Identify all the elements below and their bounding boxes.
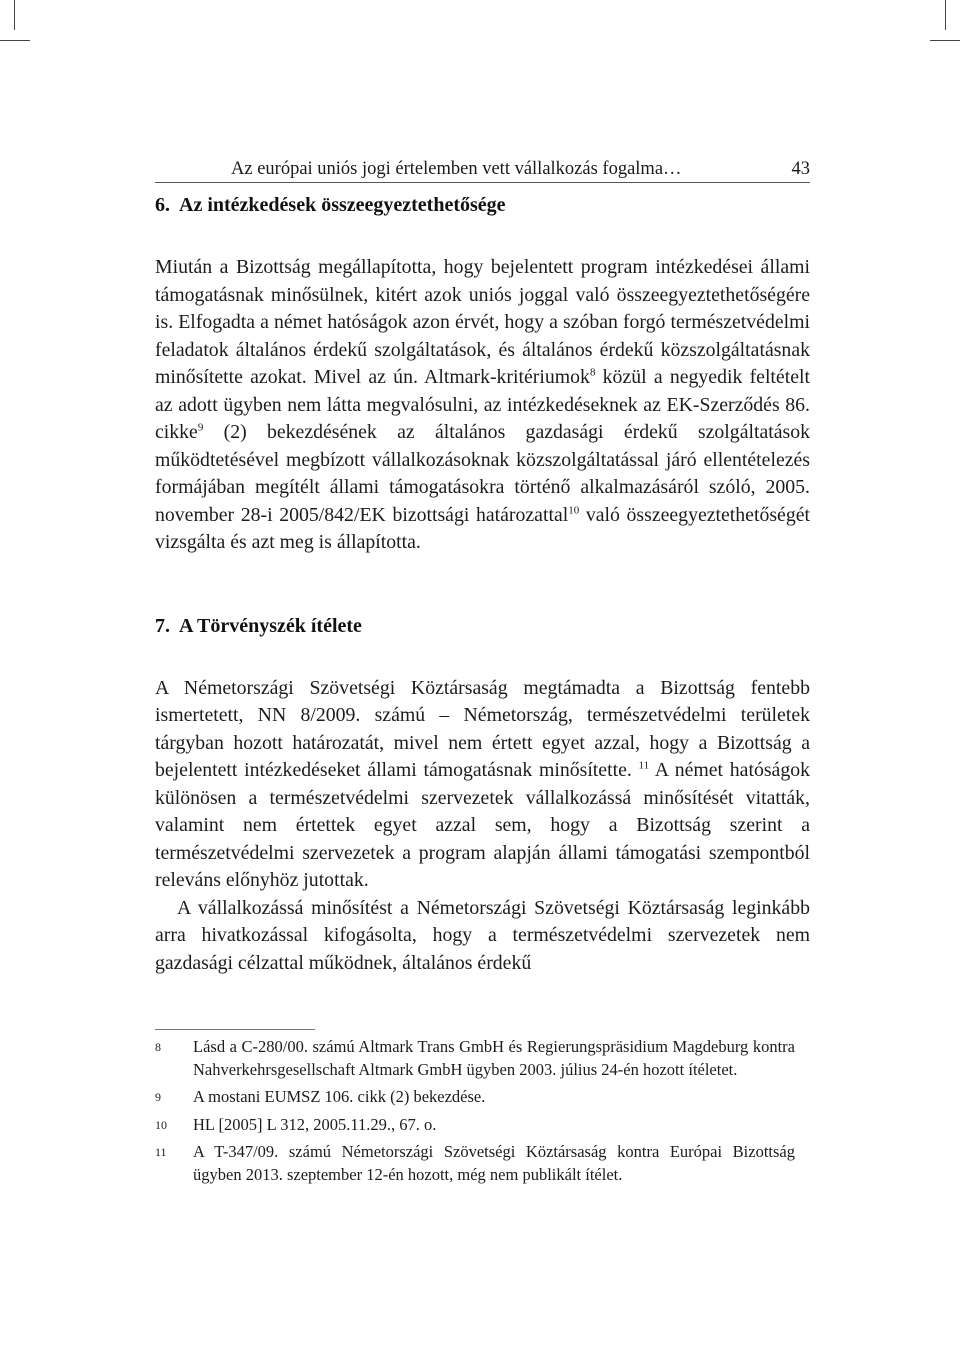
running-title: Az európai uniós jogi értelemben vett vállalkozás fogalma… [231,159,682,179]
body-paragraph: A vállalkozássá minősítést a Németországi Szövetségi Köztársaság leginkább arra hivatkozással kifogásolta, hogy a természetvédelmi szervezetek nem gazdasági célzattal működnek, általános érdekű [155,896,810,974]
section-heading-7 [155,609,810,643]
section-number: 7. [155,614,170,637]
body-paragraph [155,675,810,895]
text-run: Miután a Bizottság megállapította, hogy bejelentett program intézkedései állami támogatásnak minősülnek, kitért azok uniós joggal való összeegyeztethetőségére is. Elfogadta a német hatóságok azon érvét, hogy a szóban forgó természetvédelmi feladatok általános érdekű szolgáltatások, és általános érdekű közszolgáltatásnak minősítette azokat. Mivel az ún. Altmark-kritériumok [155,256,810,388]
page-number: 43 [791,159,810,179]
section-title: Az intézkedések összeegyeztethetősége [179,194,506,216]
body-paragraph [155,254,810,557]
section-title: A Törvényszék ítélete [179,614,362,637]
footnotes [155,1036,795,1191]
text-run: való összeegyeztethetőségét vizsgálta és azt meg is állapította. [155,503,810,553]
text-run: (2) bekezdésének az általános gazdasági érdekű szolgáltatások működtetésével megbízott vállalkozásoknak közszolgáltatással járó ellentételezés formájában megítélt állami támogatásokra történő alkalmazásáról szóló, 2005. november 28-i 2005/842/EK bizottsági határozattal [155,421,810,526]
footnote-divider [155,1029,315,1030]
text-run: A Németországi Szövetségi Köztársaság megtámadta a Bizottság fentebb ismertetett, NN 8/2009. számú – Németország, természetvédelmi területek tárgyban hozott határozatát, mivel nem értett egyet azzal, hogy a Bizottság a bejelentett intézkedéseket állami támogatásnak minősítette. [155,676,810,781]
footnote-ref[interactable]: 8 [589,366,596,379]
crop-mark-top-right [945,0,946,30]
page-body [155,188,810,977]
footnote-text: HL [2005] L 312, 2005.11.29., 67. o. [193,1114,437,1134]
crop-mark-top-left [14,0,15,30]
running-header [155,156,810,183]
footnote-number: 10 [155,1117,167,1132]
footnote-ref[interactable]: 10 [568,503,580,516]
footnote-text: A mostani EUMSZ 106. cikk (2) bekezdése. [193,1087,486,1106]
text-run: közül a negyedik feltételt az adott ügyben nem látta megvalósulni, az intézkedéseknek az EK-Szerződés 86. cikke [155,366,810,443]
footnote-number: 11 [155,1145,167,1159]
crop-mark-left-top [0,40,30,41]
footnote [155,1086,795,1109]
footnote-number: 9 [155,1090,161,1104]
footnote [155,1036,795,1081]
footnote-number: 8 [155,1040,161,1054]
footnote-ref[interactable]: 9 [197,421,204,434]
section-number: 6. [155,194,170,216]
section-heading-6 [155,188,810,222]
text-run: A német hatóságok különösen a természetvédelmi szervezetek vállalkozássá minősítését vitatták, valamint nem értettek egyet azzal sem, hogy a Bizottság szerint a természetvédelmi szervezetek a program alapján állami támogatási szempontból releváns előnyhöz jutottak. [155,759,810,891]
crop-mark-right-top [930,40,960,41]
footnote [155,1114,795,1137]
footnote-text: A T-347/09. számú Németországi Szövetségi Köztársaság kontra Európai Bizottság ügyben 2013. szeptember 12-én hozott, még nem publikált ítélet. [193,1142,795,1184]
footnote-ref[interactable]: 11 [638,759,650,772]
footnote [155,1141,795,1186]
footnote-text: Lásd a C-280/00. számú Altmark Trans GmbH és Regierungspräsidium Magdeburg kontra Nahverkehrsgesellschaft Altmark GmbH ügyben 2003. július 24-én hozott ítéletet. [193,1037,795,1079]
